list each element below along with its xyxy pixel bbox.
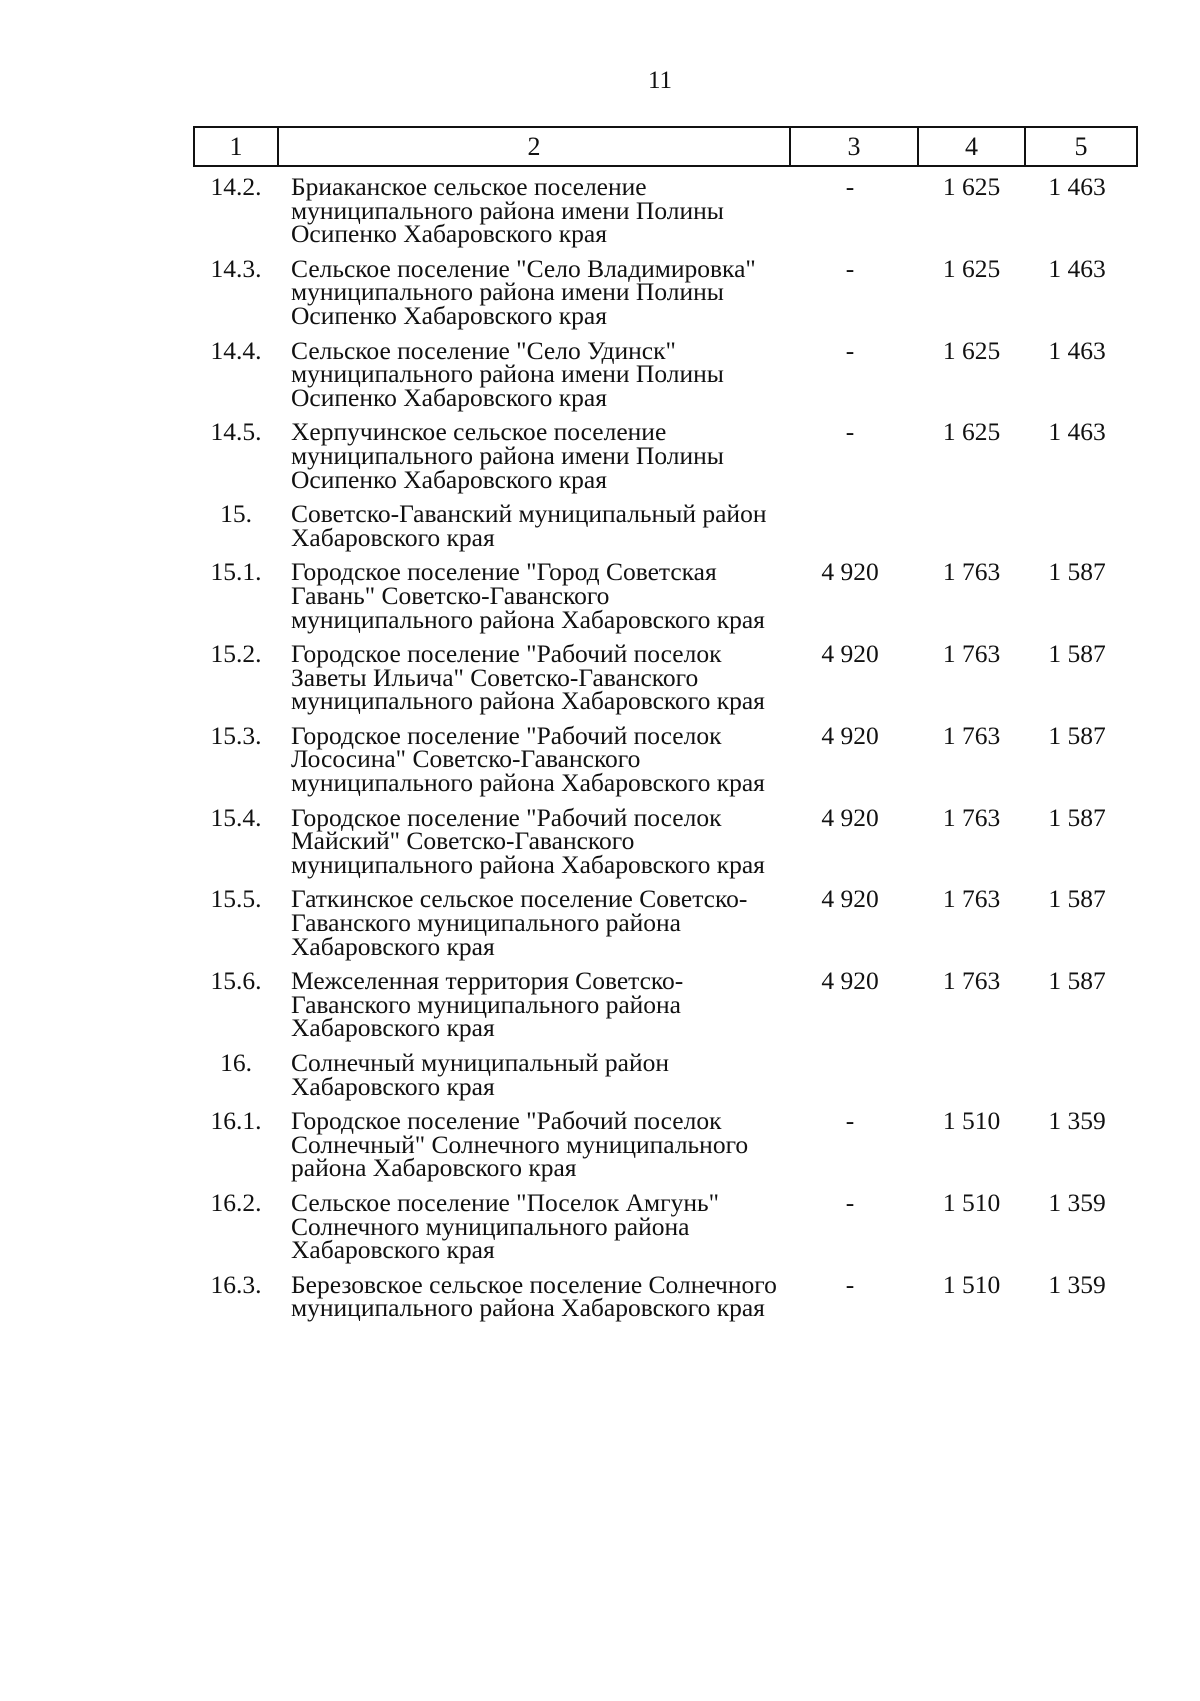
table-body	[194, 166, 1137, 1323]
row-number: 14.2.	[210, 172, 262, 201]
row-value-col4: 1 763	[942, 802, 1001, 832]
row-value-col5: 1 359	[1048, 1269, 1106, 1299]
table-row	[194, 166, 1137, 249]
row-value-col3: 4 920	[821, 557, 879, 587]
row-name: Сельское поселение "Село Владимировка" муниципального района имени Полины Осипенко Хабаровского края	[291, 253, 756, 330]
row-value-col3: -	[845, 1106, 855, 1136]
row-number: 14.5.	[210, 417, 262, 447]
row-value-col3: 4 920	[821, 639, 879, 669]
row-value-col5: 1 587	[1048, 639, 1106, 669]
table-row	[194, 879, 1137, 961]
row-value-col5: 1 359	[1048, 1106, 1106, 1136]
row-value-col4	[918, 494, 1025, 552]
row-number: 15.6.	[210, 966, 262, 996]
row-number: 15.3.	[210, 720, 262, 750]
row-value-col4: 1 510	[942, 1106, 1001, 1136]
table-row	[194, 1101, 1137, 1183]
table-row	[194, 552, 1137, 634]
table-header	[194, 127, 1137, 166]
data-table-container	[193, 126, 1138, 1323]
table-row	[194, 961, 1137, 1043]
row-number: 16.3.	[210, 1269, 262, 1299]
row-value-col5: 1 463	[1048, 253, 1106, 283]
row-value-col3: -	[845, 335, 855, 365]
row-number: 15.5.	[210, 884, 262, 914]
row-value-col4: 1 625	[942, 172, 1001, 201]
row-name: Сельское поселение "Поселок Амгунь" Солнечного муниципального района Хабаровского края	[291, 1187, 720, 1265]
row-value-col5: 1 587	[1048, 557, 1106, 587]
row-value-col5	[1025, 494, 1137, 552]
row-value-col3: 4 920	[821, 720, 879, 750]
table-row	[194, 798, 1137, 880]
row-value-col4: 1 625	[942, 417, 1001, 447]
row-number: 16.1.	[210, 1106, 262, 1136]
table-row	[194, 634, 1137, 716]
row-name: Гаткинское сельское поселение Советско-Гаванского муниципального района Хабаровского края	[291, 884, 748, 961]
row-name: Советско-Гаванский муниципальный район Хабаровского края	[291, 499, 767, 552]
header-col-4: 4	[918, 127, 1025, 166]
row-value-col4: 1 510	[942, 1269, 1001, 1299]
row-value-col3: -	[845, 1269, 855, 1299]
row-number: 16.	[220, 1048, 252, 1077]
row-number: 15.4.	[210, 802, 262, 832]
table-row	[194, 1183, 1137, 1265]
row-value-col4: 1 763	[942, 639, 1001, 669]
row-value-col4	[918, 1043, 1025, 1101]
row-number: 14.3.	[210, 253, 262, 283]
row-value-col3: 4 920	[821, 966, 879, 996]
row-name: Городское поселение "Рабочий поселок Заветы Ильича" Советско-Гаванского муниципального района Хабаровского края	[291, 639, 765, 716]
row-value-col5: 1 463	[1048, 417, 1106, 447]
header-col-3: 3	[790, 127, 918, 166]
row-name: Сельское поселение "Село Удинск" муниципального района имени Полины Осипенко Хабаровского края	[291, 335, 724, 412]
row-name: Березовское сельское поселение Солнечного муниципального района Хабаровского края	[291, 1269, 777, 1323]
header-col-2: 2	[278, 127, 790, 166]
row-value-col4: 1 763	[942, 884, 1001, 914]
table-row	[194, 249, 1137, 331]
table-row	[194, 1043, 1137, 1101]
table-row	[194, 494, 1137, 552]
row-value-col4: 1 510	[942, 1187, 1001, 1217]
row-number: 15.	[220, 499, 252, 529]
row-value-col4: 1 625	[942, 253, 1001, 283]
row-name: Городское поселение "Рабочий поселок Майский" Советско-Гаванского муниципального района Хабаровского края	[291, 802, 765, 879]
row-name: Межселенная территория Советско-Гаванского муниципального района Хабаровского края	[291, 966, 684, 1043]
row-value-col3	[790, 1043, 918, 1101]
row-value-col3	[790, 494, 918, 552]
row-name: Городское поселение "Рабочий поселок Лососина" Советско-Гаванского муниципального района Хабаровского края	[291, 720, 765, 798]
row-value-col4: 1 763	[942, 557, 1001, 587]
row-name: Городское поселение "Город Советская Гавань" Советско-Гаванского муниципального района Хабаровского края	[291, 557, 765, 634]
row-value-col3: -	[845, 172, 855, 201]
data-table	[193, 126, 1138, 1323]
table-row	[194, 716, 1137, 798]
row-name: Городское поселение "Рабочий поселок Солнечный" Солнечного муниципального района Хабаровского края	[291, 1106, 749, 1183]
row-name: Бриаканское сельское поселение муниципального района имени Полины Осипенко Хабаровского края	[291, 172, 724, 249]
header-col-1: 1	[194, 127, 278, 166]
row-value-col4: 1 625	[942, 335, 1001, 365]
row-number: 15.2.	[210, 639, 262, 669]
row-value-col5: 1 587	[1048, 720, 1106, 750]
row-value-col3: -	[845, 1187, 855, 1217]
header-row	[194, 127, 1137, 166]
row-value-col5: 1 587	[1048, 802, 1106, 832]
table-row	[194, 331, 1137, 413]
row-number: 14.4.	[210, 335, 262, 365]
row-value-col4: 1 763	[942, 720, 1001, 750]
page-number: 11	[647, 67, 673, 94]
row-value-col5: 1 463	[1048, 172, 1106, 201]
row-value-col4: 1 763	[942, 966, 1001, 996]
row-value-col3: 4 920	[821, 884, 879, 914]
row-number: 16.2.	[210, 1187, 262, 1217]
row-value-col3: -	[845, 417, 855, 447]
row-value-col5: 1 359	[1048, 1187, 1106, 1217]
row-value-col5: 1 587	[1048, 884, 1106, 914]
row-value-col3: -	[845, 253, 855, 283]
row-value-col5: 1 463	[1048, 335, 1106, 365]
header-col-5: 5	[1025, 127, 1137, 166]
table-row	[194, 412, 1137, 494]
row-name: Херпучинское сельское поселение муниципального района имени Полины Осипенко Хабаровского края	[291, 417, 724, 494]
row-value-col5: 1 587	[1048, 966, 1106, 996]
row-name: Солнечный муниципальный район Хабаровского края	[291, 1048, 670, 1101]
row-number: 15.1.	[210, 557, 262, 587]
row-value-col5	[1025, 1043, 1137, 1101]
table-row	[194, 1265, 1137, 1323]
row-value-col3: 4 920	[821, 802, 879, 832]
